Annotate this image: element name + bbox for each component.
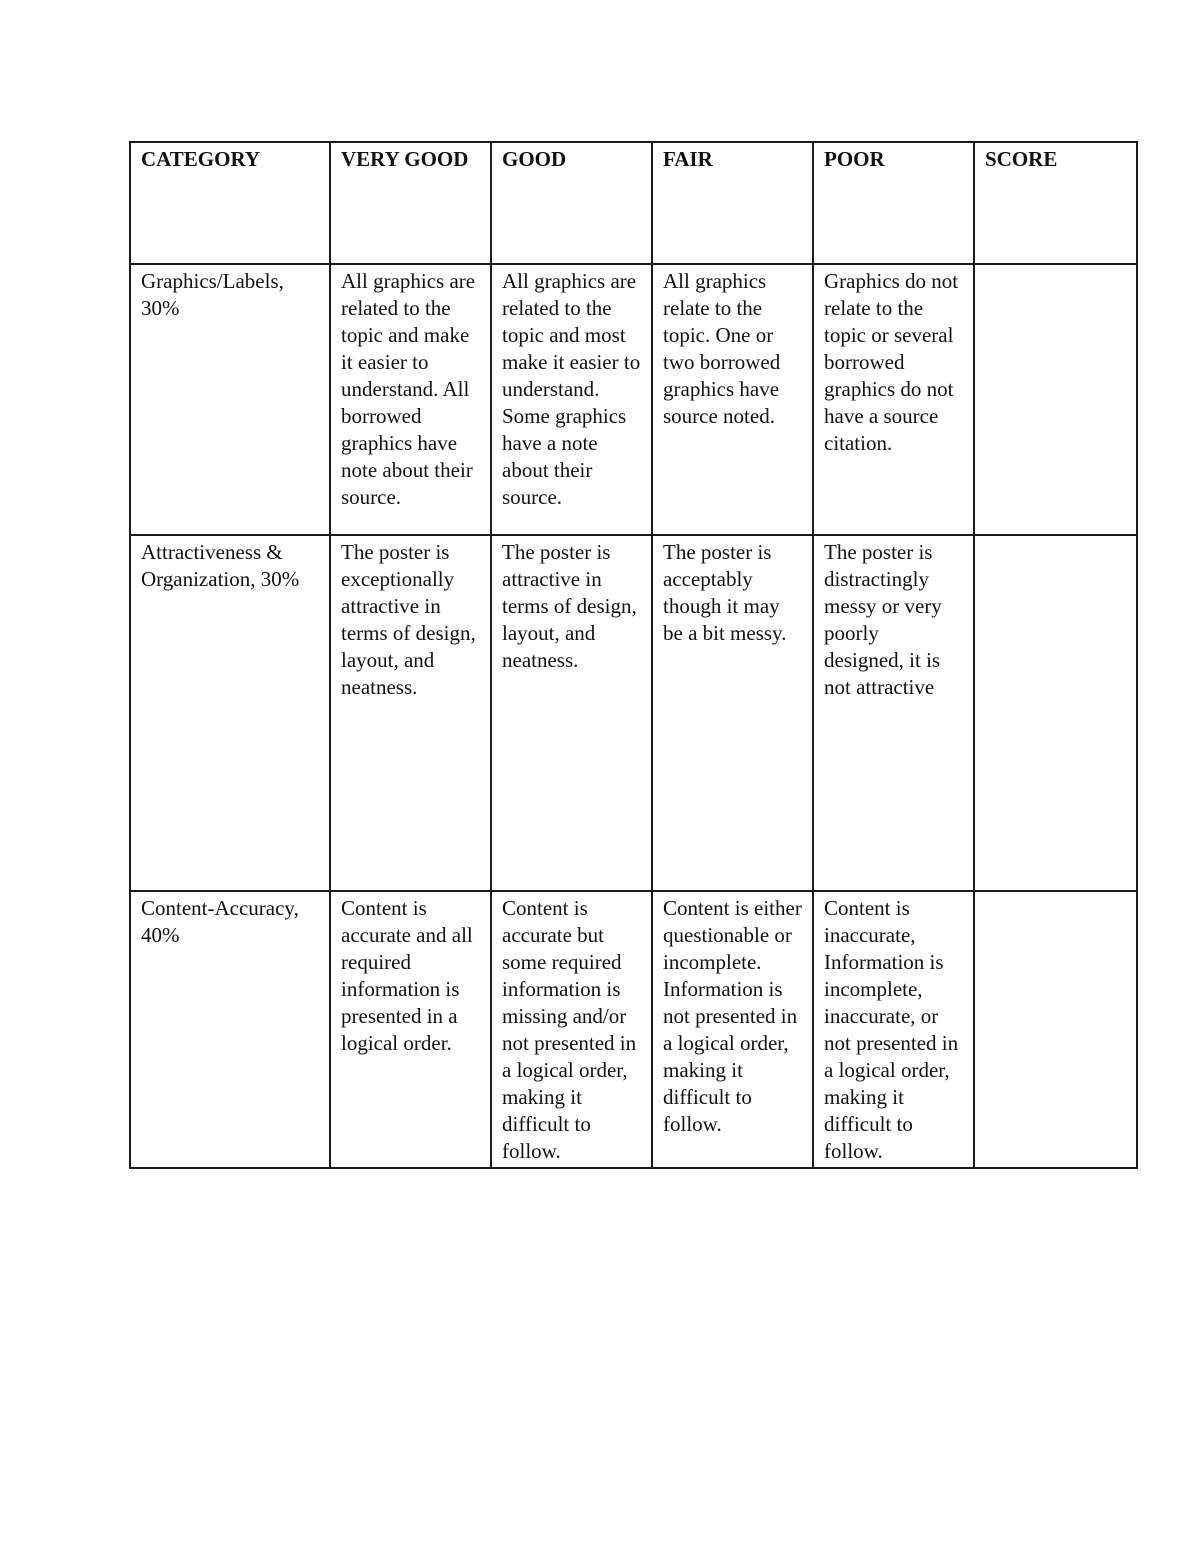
table-row	[130, 264, 1137, 535]
fair-cell: Content is either questionable or incomplete. Information is not presented in a logical order, making it difficult to follow.	[652, 891, 813, 1168]
very-good-cell: The poster is exceptionally attractive in terms of design, layout, and neatness.	[330, 535, 491, 891]
score-cell	[974, 891, 1137, 1168]
category-cell: Attractiveness & Organization, 30%	[130, 535, 330, 891]
header-poor: POOR	[813, 142, 974, 264]
very-good-cell: All graphics are related to the topic and make it easier to understand. All borrowed graphics have note about their source.	[330, 264, 491, 535]
table-row	[130, 891, 1137, 1168]
good-cell: Content is accurate but some required information is missing and/or not presented in a logical order, making it difficult to follow.	[491, 891, 652, 1168]
fair-cell: The poster is acceptably though it may be a bit messy.	[652, 535, 813, 891]
header-good: GOOD	[491, 142, 652, 264]
header-category: CATEGORY	[130, 142, 330, 264]
fair-cell: All graphics relate to the topic. One or two borrowed graphics have source noted.	[652, 264, 813, 535]
good-cell: All graphics are related to the topic and most make it easier to understand. Some graphics have a note about their source.	[491, 264, 652, 535]
very-good-cell: Content is accurate and all required information is presented in a logical order.	[330, 891, 491, 1168]
score-cell	[974, 264, 1137, 535]
table-row	[130, 535, 1137, 891]
poor-cell: Content is inaccurate, Information is incomplete, inaccurate, or not presented in a logical order, making it difficult to follow.	[813, 891, 974, 1168]
header-fair: FAIR	[652, 142, 813, 264]
header-score: SCORE	[974, 142, 1137, 264]
header-very-good: VERY GOOD	[330, 142, 491, 264]
rubric-table	[129, 141, 1138, 1169]
poor-cell: Graphics do not relate to the topic or several borrowed graphics do not have a source citation.	[813, 264, 974, 535]
poor-cell: The poster is distractingly messy or very poorly designed, it is not attractive	[813, 535, 974, 891]
category-cell: Content-Accuracy, 40%	[130, 891, 330, 1168]
category-cell: Graphics/Labels, 30%	[130, 264, 330, 535]
good-cell: The poster is attractive in terms of design, layout, and neatness.	[491, 535, 652, 891]
score-cell	[974, 535, 1137, 891]
header-row	[130, 142, 1137, 264]
